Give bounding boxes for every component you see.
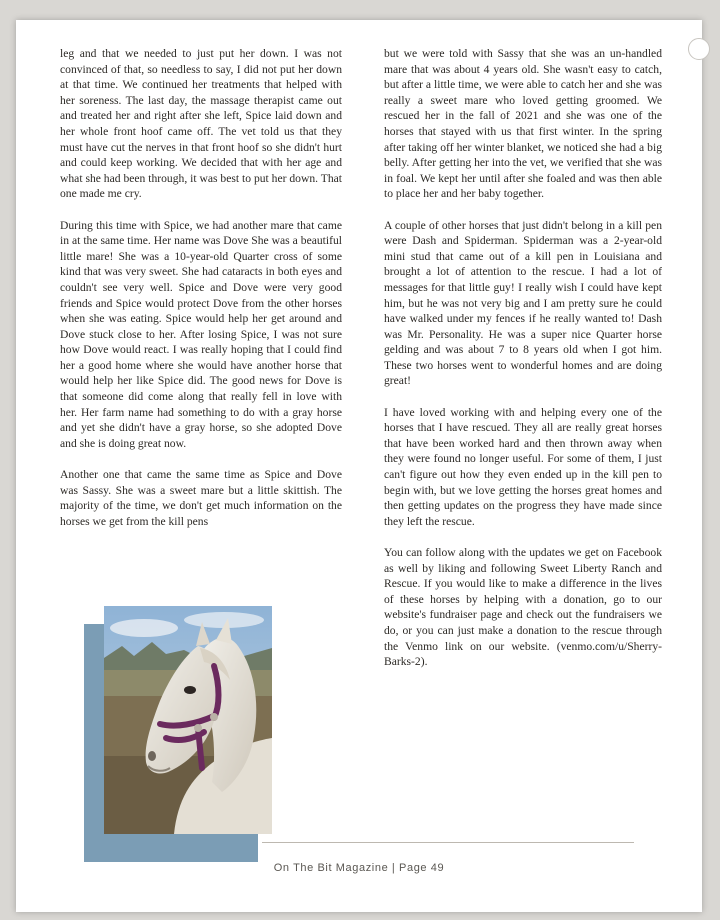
paragraph: A couple of other horses that just didn't belong in a kill pen were Dash and Spiderman. Spiderman was a 2-year-old mini stud that came out of a kill pen in Louisiana and brought a lot of attention to the rescue. I had a lot of messages for that little guy! I really wish I could have kept him, but he was not very big and I am pretty sure he could have walked under my fences if he really wanted to! Dash was Mr. Personality. He was a super nice Quarter horse gelding and was about 7 to 8 years old when I got him. These two horses went to wonderful homes and are doing great! [384,218,662,388]
paragraph: During this time with Spice, we had another mare that came in at the same time. Her name was Dove She was a beautiful little mare! She was a 10-year-old Quarter cross of some kind that was very sweet. She had cataracts in both eyes and couldn't see very well. Spice and Dove were very good friends and Spice would protect Dove from the other horses when she was eating. Spice would help her get around and Dove stuck close to her. After losing Spice, I was not sure how Dove would react. I was really hoping that I could find her a good home where she would have another horse that would help her like Spice did. The good news for Dove is that someone did come along that really fell in love with her. Her farm name had something to do with a gray horse and yet she didn't have a gray horse, so she adopted Dove and she is doing great now. [60,218,342,450]
article-right-column [384,46,662,685]
horse-photo [104,606,272,834]
horse-photo-block [84,606,284,862]
paragraph: but we were told with Sassy that she was an un-handled mare that was about 4 years old. She wasn't easy to catch, but after a little time, we were able to catch her and she was really a sweet mare who loved getting groomed. We rescued her in the fall of 2021 and she was one of the horses that stayed with us that first winter. In the spring after taking off her winter blanket, we noticed she had a big belly. After getting her into the vet, we verified that she was in foal. We kept her until after she foaled and was then able to place her and her baby together. [384,47,662,201]
paragraph: Another one that came the same time as Spice and Dove was Sassy. She was a sweet mare but a little skittish. The majority of the time, we don't get much information on the horses we get from the kill pens [60,468,342,528]
paragraph: I have loved working with and helping every one of the horses that I have rescued. They all are really great horses that have been worked hard and then thrown away when they were found no longer useful. For some of them, I just can't figure out how they even ended up in the kill pen to begin with, but we love getting the horses great homes and then getting updates on the progress they have made since they left the rescue. [384,405,662,528]
page-footer: On The Bit Magazine | Page 49 [273,862,445,874]
page-corner-badge [688,38,710,60]
article-left-column [60,46,342,545]
magazine-page [16,20,702,912]
footer-divider [262,842,634,843]
paragraph: leg and that we needed to just put her down. I was not convinced of that, so needless to say, I did not put her down at that time. We continued her treatments that helped with her soreness. The last day, the massage therapist came out and treated her and right after she left, Spice laid down and her whole front hoof came off. The vet told us that they must have cut the nerves in that front hoof so she didn't hurt and could keep working. We decided that with her age and what she had been through, it was best to put her down. That one made me cry. [60,47,342,201]
paragraph: You can follow along with the updates we get on Facebook as well by liking and following Sweet Liberty Ranch and Rescue. If you would like to make a difference in the lives of these horses by helping with a donation, go to our website's fundraiser page and check out the fundraisers we do, or you can just make a donation to the rescue through the Venmo link on our website. (venmo.com/u/Sherry-Barks-2). [384,546,662,669]
